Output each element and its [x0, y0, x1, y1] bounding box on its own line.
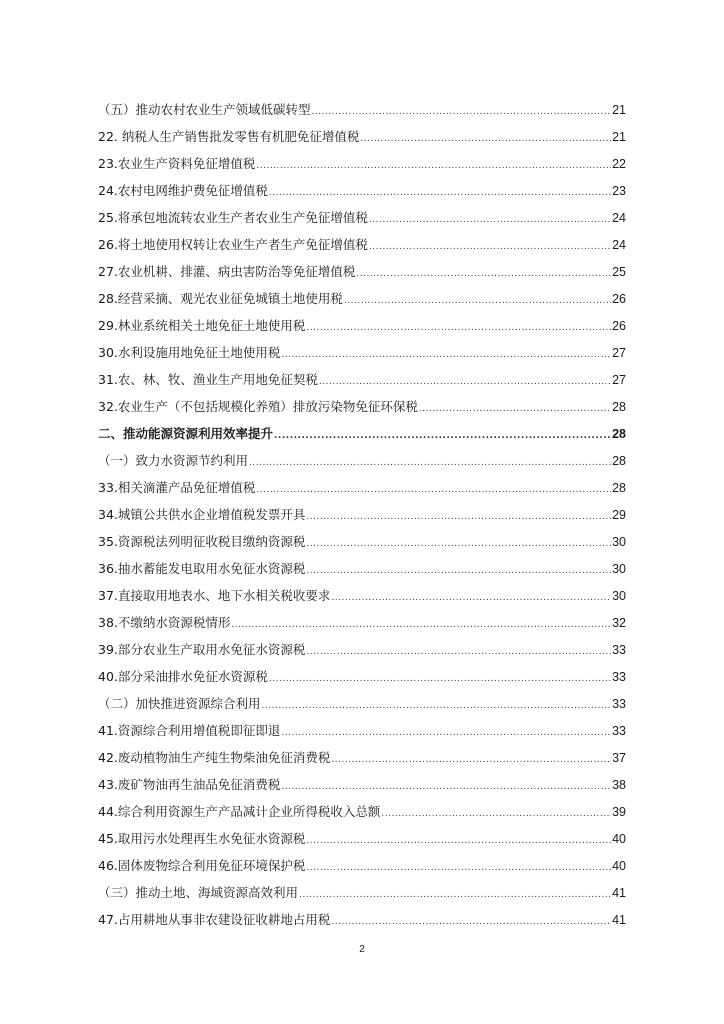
- toc-dot-leader: [369, 234, 611, 261]
- toc-entry-page: 41: [612, 913, 626, 927]
- toc-entry[interactable]: [98, 906, 626, 933]
- toc-entry-page: 32: [612, 616, 626, 630]
- toc-entry-page: 28: [612, 400, 626, 414]
- toc-entry-label: 31.农、林、牧、渔业生产用地免征契税: [98, 372, 318, 387]
- toc-dot-leader: [344, 288, 611, 315]
- toc-entry-page: 26: [612, 292, 626, 306]
- toc-entry[interactable]: [98, 798, 626, 825]
- toc-entry-label: 32.农业生产（不包括规模化养殖）排放污染物免征环保税: [98, 399, 418, 414]
- toc-entry[interactable]: [98, 879, 626, 906]
- toc-entry-page: 21: [612, 130, 626, 144]
- toc-entry[interactable]: [98, 150, 626, 177]
- toc-dot-leader: [281, 720, 611, 747]
- toc-entry-label: 33.相关滴灌产品免征增值税: [98, 480, 256, 495]
- toc-entry[interactable]: [98, 285, 626, 312]
- toc-entry-label: 26.将土地使用权转让农业生产者生产免征增值税: [98, 237, 368, 252]
- toc-entry[interactable]: [98, 96, 626, 123]
- toc-entry-label: 40.部分采油排水免征水资源税: [98, 669, 268, 684]
- toc-dot-leader: [281, 342, 611, 369]
- toc-dot-leader: [381, 801, 611, 828]
- toc-entry-label: 42.废动植物油生产纯生物柴油免征消费税: [98, 750, 331, 765]
- toc-entry-label: 41.资源综合利用增值税即征即退: [98, 723, 281, 738]
- toc-entry[interactable]: [98, 258, 626, 285]
- toc-entry-page: 27: [612, 373, 626, 387]
- toc-list: [98, 96, 626, 933]
- table-of-contents: [98, 96, 626, 933]
- toc-entry[interactable]: [98, 744, 626, 771]
- toc-entry-page: 28: [612, 427, 626, 441]
- toc-entry[interactable]: [98, 663, 626, 690]
- toc-entry-page: 41: [612, 886, 626, 900]
- toc-dot-leader: [256, 477, 611, 504]
- toc-entry-page: 27: [612, 346, 626, 360]
- toc-entry[interactable]: [98, 825, 626, 852]
- toc-dot-leader: [306, 855, 611, 882]
- toc-dot-leader: [306, 558, 611, 585]
- toc-dot-leader: [306, 315, 611, 342]
- toc-entry-label: 25.将承包地流转农业生产者农业生产免征增值税: [98, 210, 368, 225]
- toc-entry-page: 40: [612, 859, 626, 873]
- toc-dot-leader: [331, 747, 611, 774]
- toc-entry-label: 29.林业系统相关土地免征土地使用税: [98, 318, 306, 333]
- toc-entry-page: 28: [612, 454, 626, 468]
- toc-entry-page: 22: [612, 157, 626, 171]
- toc-entry[interactable]: [98, 312, 626, 339]
- toc-entry-label: 36.抽水蓄能发电取用水免征水资源税: [98, 561, 306, 576]
- toc-dot-leader: [312, 99, 612, 126]
- toc-entry-page: 39: [612, 805, 626, 819]
- toc-dot-leader: [281, 774, 611, 801]
- toc-entry-label: 27.农业机耕、排灌、病虫害防治等免征增值税: [98, 264, 356, 279]
- toc-entry[interactable]: [98, 447, 626, 474]
- toc-entry[interactable]: [98, 123, 626, 150]
- toc-entry-page: 25: [612, 265, 626, 279]
- toc-entry-label: 30.水利设施用地免征土地使用税: [98, 345, 281, 360]
- toc-dot-leader: [360, 126, 611, 153]
- toc-entry-label: 24.农村电网维护费免征增值税: [98, 183, 268, 198]
- toc-entry-label: （二）加快推进资源综合利用: [98, 696, 261, 711]
- toc-entry-label: （一）致力水资源节约利用: [98, 453, 249, 468]
- toc-entry-label: 39.部分农业生产取用水免征水资源税: [98, 642, 306, 657]
- toc-entry-label: 二、推动能源资源利用效率提升: [98, 426, 274, 441]
- toc-entry-page: 30: [612, 589, 626, 603]
- toc-dot-leader: [256, 153, 611, 180]
- toc-dot-leader: [231, 612, 611, 639]
- toc-entry-page: 40: [612, 832, 626, 846]
- toc-dot-leader: [269, 666, 611, 693]
- toc-entry-label: （五）推动农村农业生产领域低碳转型: [98, 102, 311, 117]
- toc-dot-leader: [306, 639, 611, 666]
- toc-dot-leader: [356, 261, 611, 288]
- toc-entry-page: 24: [612, 238, 626, 252]
- toc-dot-leader: [306, 828, 611, 855]
- toc-entry[interactable]: [98, 501, 626, 528]
- toc-entry[interactable]: [98, 339, 626, 366]
- toc-entry[interactable]: [98, 393, 626, 420]
- page-number: 2: [359, 944, 365, 955]
- toc-entry-page: 29: [612, 508, 626, 522]
- toc-entry-page: 38: [612, 778, 626, 792]
- toc-entry-label: 35.资源税法列明征收税目缴纳资源税: [98, 534, 306, 549]
- toc-entry-label: 22. 纳税人生产销售批发零售有机肥免征增值税: [98, 129, 360, 144]
- toc-dot-leader: [331, 909, 611, 936]
- toc-entry-page: 33: [612, 724, 626, 738]
- toc-entry[interactable]: [98, 852, 626, 879]
- toc-entry-label: 23.农业生产资料免征增值税: [98, 156, 256, 171]
- toc-entry-page: 23: [612, 184, 626, 198]
- toc-entry-page: 33: [612, 670, 626, 684]
- toc-dot-leader: [262, 693, 612, 720]
- toc-entry-page: 26: [612, 319, 626, 333]
- toc-entry-page: 30: [612, 535, 626, 549]
- toc-entry-page: 21: [612, 103, 626, 117]
- toc-entry-label: 44.综合利用资源生产产品减计企业所得税收入总额: [98, 804, 381, 819]
- toc-entry[interactable]: [98, 528, 626, 555]
- toc-entry[interactable]: [98, 717, 626, 744]
- toc-entry-page: 24: [612, 211, 626, 225]
- toc-entry-label: 37.直接取用地表水、地下水相关税收要求: [98, 588, 331, 603]
- toc-entry[interactable]: [98, 177, 626, 204]
- toc-entry-page: 30: [612, 562, 626, 576]
- toc-entry[interactable]: [98, 690, 626, 717]
- toc-entry[interactable]: [98, 636, 626, 663]
- toc-dot-leader: [299, 882, 611, 909]
- toc-entry-page: 33: [612, 697, 626, 711]
- toc-dot-leader: [419, 396, 611, 423]
- toc-entry-label: 45.取用污水处理再生水免征水资源税: [98, 831, 306, 846]
- toc-dot-leader: [306, 531, 611, 558]
- toc-entry-page: 28: [612, 481, 626, 495]
- toc-dot-leader: [269, 180, 611, 207]
- toc-entry[interactable]: [98, 204, 626, 231]
- toc-entry-label: 34.城镇公共供水企业增值税发票开具: [98, 507, 306, 522]
- toc-entry-label: 46.固体废物综合利用免征环境保护税: [98, 858, 306, 873]
- toc-entry[interactable]: [98, 582, 626, 609]
- toc-entry-label: （三）推动土地、海域资源高效利用: [98, 885, 299, 900]
- toc-entry[interactable]: [98, 474, 626, 501]
- toc-dot-leader: [249, 450, 611, 477]
- toc-entry[interactable]: [98, 366, 626, 393]
- toc-dot-leader: [319, 369, 611, 396]
- toc-entry[interactable]: [98, 771, 626, 798]
- toc-entry[interactable]: [98, 231, 626, 258]
- toc-entry-label: 43.废矿物油再生油品免征消费税: [98, 777, 281, 792]
- toc-entry-page: 33: [612, 643, 626, 657]
- toc-dot-leader: [274, 423, 611, 450]
- toc-entry[interactable]: [98, 555, 626, 582]
- toc-entry[interactable]: [98, 420, 626, 447]
- toc-dot-leader: [306, 504, 611, 531]
- toc-entry-label: 47.占用耕地从事非农建设征收耕地占用税: [98, 912, 331, 927]
- toc-entry-label: 38.不缴纳水资源税情形: [98, 615, 231, 630]
- toc-entry-label: 28.经营采摘、观光农业征免城镇土地使用税: [98, 291, 343, 306]
- toc-dot-leader: [331, 585, 611, 612]
- toc-entry[interactable]: [98, 609, 626, 636]
- toc-dot-leader: [369, 207, 611, 234]
- toc-entry-page: 37: [612, 751, 626, 765]
